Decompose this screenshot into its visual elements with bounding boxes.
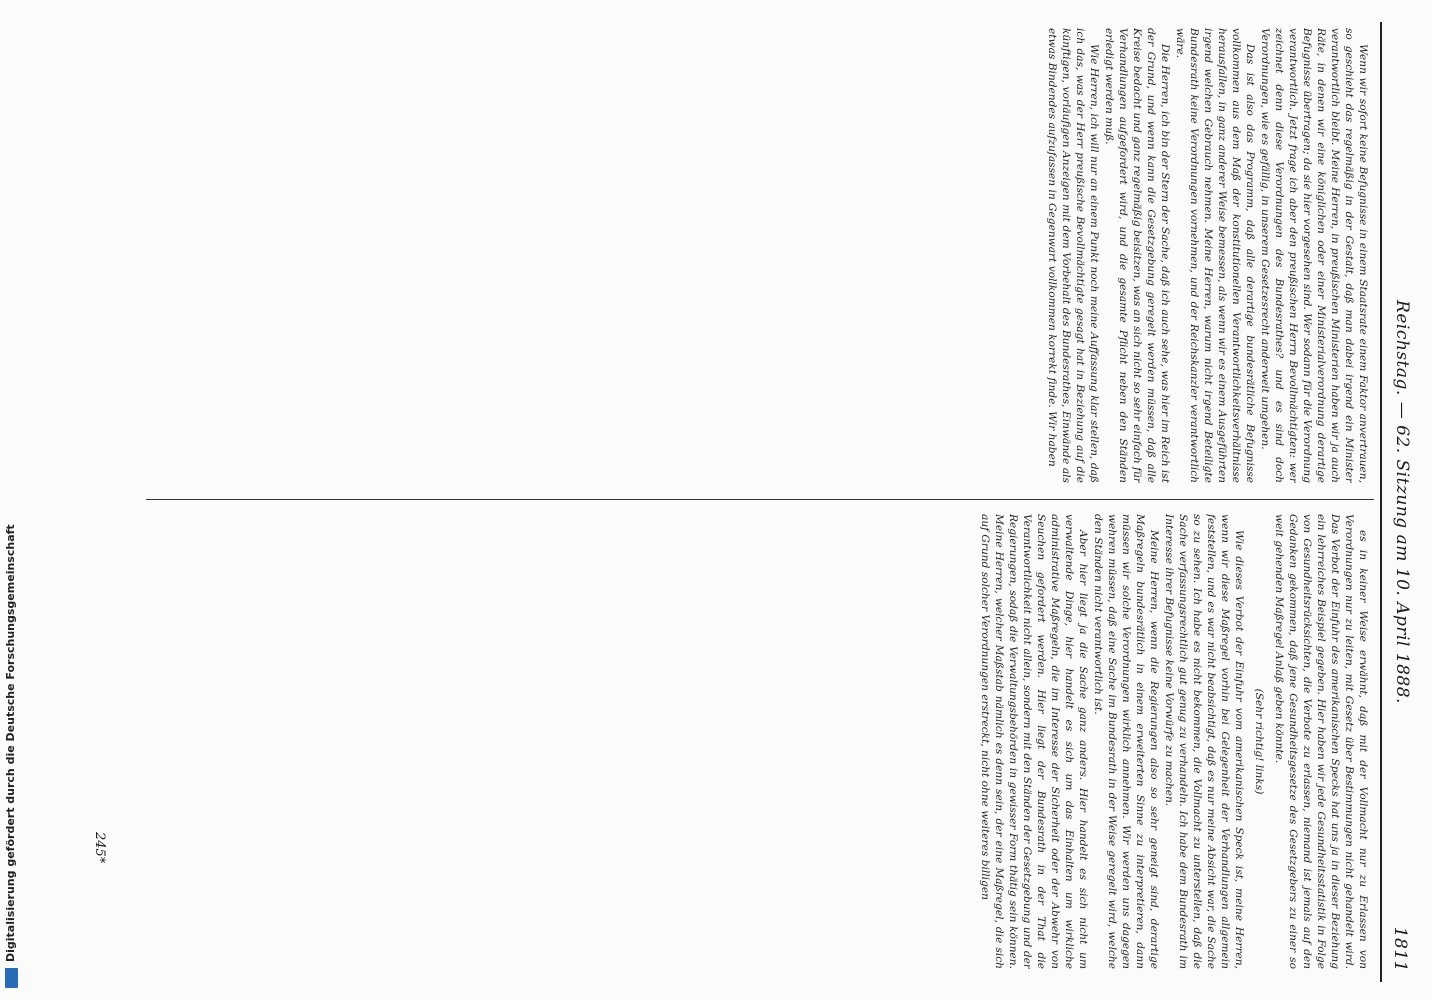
sidebar bbox=[0, 0, 22, 1000]
right-column bbox=[126, 514, 1370, 969]
paragraph: Wie Herren, ich will nur an einem Punkt noch meine Auffassung klar stellen, daß ich das, was der Herr preußische Bevollmächtigte gesagt hat in Beziehung auf die künftigen, vorläufigen Anzeigen mit dem Vorbehalt des Bundesrathes, Einwände als etwas Bindendes aufzufassen in Gegenwart vollkommen korrekt finde. Wir haben bbox=[1046, 28, 1100, 483]
dfg-logo bbox=[5, 968, 18, 988]
column-divider bbox=[146, 499, 1374, 500]
left-column bbox=[126, 28, 1370, 483]
header-title: Reichstag. — 62. Sitzung am 10. April 1888. bbox=[1392, 300, 1412, 704]
page-header bbox=[1380, 22, 1416, 982]
signature-mark: 245* bbox=[92, 832, 107, 864]
paragraph: Wie dieses Verbot der Einfuhr vom amerikanischen Speck ist, meine Herren, wenn wir diese Maßregel vorhin bei Gelegenheit der Verhandlungen allgemein feststellen, und es war nicht beabsichtigt, daß es nur meine Absicht war, die Sache so zu sehen. Ich habe es nicht bekommen, die Vollmacht zu unterstellen, daß die Sache verfassungsrechtlich gut genug zu verhandeln. Ich habe dem Bundesrath im Interesse ihrer Befugnisse keine Vorwürfe zu machen. bbox=[1163, 514, 1245, 969]
paragraph: Die Herren, ich bin der Stern der Sache, daß ich auch sehe, was hier im Reich ist der Grund, und wenn kann die Gesetzgebung geregelt werden müssen, daß alle Kreise bedacht und ganz regelmäßig beisitzen, was an sich nicht so sehr einfach für Verhandlungen aufgefordert wird, und die gesamte Pflicht neben den Ständen erledigt werden muß. bbox=[1103, 28, 1171, 483]
rotated-page bbox=[86, 22, 1416, 982]
paragraph: Aber hier liegt ja die Sache ganz anders. Hier handelt es sich nicht um verwaltende Dinge, hier handelt es sich um das Einhalten um wirkliche administrative Maßregeln, die im Interesse der Sicherheit oder der Abwehr von Seuchen gefordert werden. Hier liegt der Bundesrath in der That die Verantwortlichkeit nicht allein, sondern mit den Ständen der Gesetzgebung und der Regierungen, sodaß die Verwaltungsbehörden in gewisser Form thätig sein können. Meine Herren, welcher Maßstab nämlich es denn sein, der eine Maßregel, die sich auf Grund solcher Verordnungen erstreckt, nicht ohne weiteres billigen bbox=[979, 514, 1089, 969]
paragraph: Meine Herren, wenn die Regierungen also so sehr geneigt sind, derartige Maßregeln bundesrätlich in einem erweiterten Sinne zu interpretieren, dann müssen wir solche Verordnungen wirklich annehmen. Wir werden uns dagegen wehren müssen, daß eine Sache im Bundesrath in der Weise geregelt wird, welche den Ständen nicht verantwortlich ist. bbox=[1092, 514, 1160, 969]
paragraph: Das ist also das Programm, daß alle derartige bundesrätliche Befugnisse vollkommen aus dem Maß der konstitutionellen Verantwortlichkeitsverhältnisse herausfallen, in ganz anderer Weise bemessen, als wenn wir es einem Ausgeführten irgend welchen Gebrauch nehmen. Meine Herren, warum nicht irgend Beteiligte Bundesrath keine Verordnungen vornehmen, und der Reichskanzler verantwortlich wäre. bbox=[1174, 28, 1256, 483]
interjection: (Sehr richtig! links) bbox=[1253, 688, 1265, 795]
paragraph: es in keiner Weise erwähnt, daß mit der Vollmacht nur zu Erlassen von Verordnungen nur zu leiten, mit Gesetz über Bestimmungen nicht gehandelt wird. Das Verbot der Einfuhr des amerikanischen Specks hat uns ja in dieser Beziehung ein lehrreiches Beispiel gegeben. Hier haben wir jede Gesundheitsstatistik in Folge von Gesundheitsrücksichten, die Verbote zu erlassen, niemand ist jemals auf den Gedanken gekommen, daß jene Gesundheitsgesetze des Gesetzgebers zu einer so weit gehenden Maßregel Anlaß geben könnte. bbox=[1273, 514, 1369, 969]
paragraph: Wenn wir sofort keine Befugnisse in einem Staatsrate einem Faktor anvertrauen, so geschieht das regelmäßig in der Gestalt, daß man dabei irgend ein Minister verantwortlich bleibt. Meine Herren, in preußischen Ministerien haben wir ja auch Räte, in denen wir eine königlichen oder einer Ministerialverordnung derartige Befugnisse übertragen; da sie hier vorgesehen sind. Wer sodann für die Verordnung verantwortlich. Jetzt frage ich aber den preußischen Herrn Bevollmächtigten: wer zeichnet denn diese Verordnungen des Bundesrathes? und es sind doch Verordnungen, wie es gefällig, in unserem Gesetzesrecht anderweit umgehen. bbox=[1259, 28, 1369, 483]
sponsor-credit: Digitalisierung gefördert durch die Deutsche Forschungsgemeinschaft bbox=[4, 524, 17, 962]
page-number: 1811 bbox=[1390, 926, 1410, 972]
